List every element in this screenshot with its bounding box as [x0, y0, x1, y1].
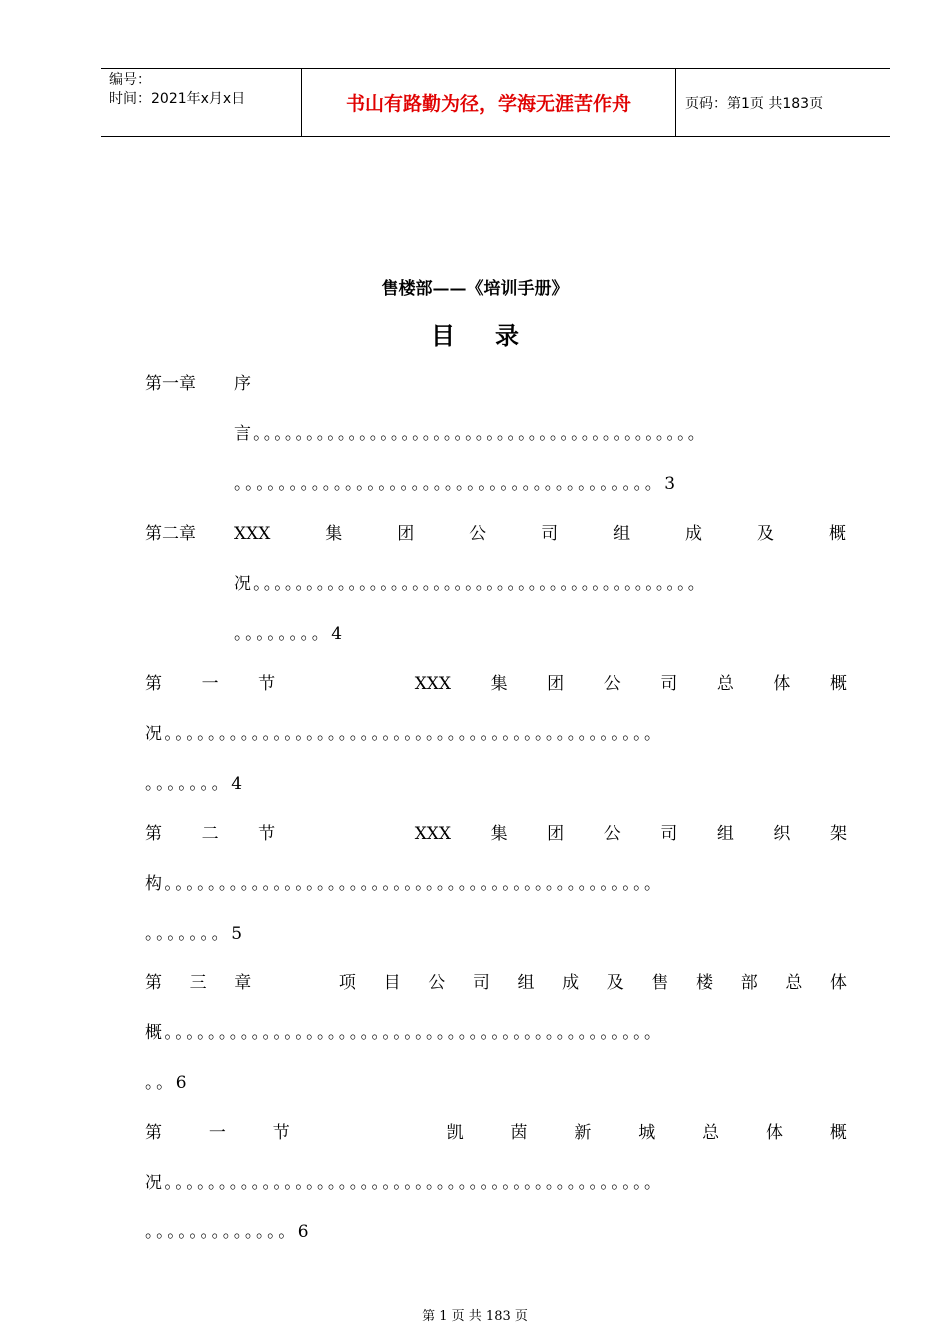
toc-word: 公	[469, 524, 487, 544]
toc-word: XXX	[234, 524, 271, 544]
toc-word: 总	[785, 973, 803, 993]
toc-word: 新	[574, 1123, 592, 1143]
page-header	[101, 68, 890, 137]
toc-section-title	[145, 822, 847, 846]
toc-entry-line: 。。。。。。。。4	[234, 624, 345, 644]
toc-entry-line: 构。。。。。。。。。。。。。。。。。。。。。。。。。。。。。。。。。。。。。。。。。。。。。	[145, 874, 664, 894]
toc-word: 体	[766, 1123, 783, 1143]
toc-word: 第	[145, 674, 162, 694]
toc-word: 成	[685, 524, 703, 544]
toc-word: 一	[201, 674, 219, 694]
toc-word: 三	[189, 973, 207, 993]
toc-word: 司	[660, 824, 678, 844]
toc-entry-line: 。。6	[145, 1073, 190, 1093]
toc-word: 节	[272, 1123, 290, 1143]
toc-chapter-title	[145, 971, 847, 995]
toc-word: XXX	[414, 824, 451, 844]
toc-word: 司	[660, 674, 678, 694]
toc-entry-line: 言。。。。。。。。。。。。。。。。。。。。。。。。。。。。。。。。。。。。。。。。。。	[234, 424, 707, 444]
toc-section-title	[145, 672, 847, 696]
toc-word: 节	[258, 824, 276, 844]
header-divider	[675, 69, 676, 136]
toc-word: 城	[638, 1123, 656, 1143]
toc-word: 概	[829, 674, 847, 694]
toc-entry-line: 。。。。。。。5	[145, 924, 245, 944]
header-page-info: 页码：第1页 共183页	[685, 96, 824, 112]
toc-word: 一	[208, 1123, 226, 1143]
header-motto: 书山有路勤为径，学海无涯苦作舟	[345, 93, 631, 115]
toc-chapter-label: 第二章	[145, 524, 196, 544]
toc-word: 团	[547, 824, 565, 844]
toc-word: 团	[547, 674, 565, 694]
toc-word: 楼	[696, 973, 714, 993]
toc-word: 二	[201, 824, 219, 844]
toc-word: 公	[603, 674, 621, 694]
toc-word: 集	[325, 524, 343, 544]
toc-word: 体	[773, 674, 791, 694]
page-footer: 第 1 页 共 183 页	[422, 1309, 528, 1324]
toc-word: 及	[606, 973, 624, 993]
toc-word: 总	[702, 1123, 720, 1143]
toc-word: 体	[829, 973, 847, 993]
toc-word: 成	[562, 973, 580, 993]
toc-title: 目录	[431, 321, 559, 350]
toc-chapter-title	[234, 522, 846, 546]
toc-entry-line: 况。。。。。。。。。。。。。。。。。。。。。。。。。。。。。。。。。。。。。。。。。。。。。	[145, 1173, 664, 1193]
toc-entry-line: 况。。。。。。。。。。。。。。。。。。。。。。。。。。。。。。。。。。。。。。。。。。。。。	[145, 724, 664, 744]
toc-word: 及	[756, 524, 774, 544]
number-label: 编号：	[109, 72, 151, 88]
toc-word: 茵	[510, 1123, 528, 1143]
toc-entry-line: 。。。。。。。。。。。。。6	[145, 1222, 312, 1242]
document-subtitle: 售楼部——《培训手册》	[381, 279, 569, 299]
toc-word: 第	[145, 824, 162, 844]
toc-word: 凯	[446, 1123, 464, 1143]
toc-word: 公	[603, 824, 621, 844]
toc-word: 组	[716, 824, 734, 844]
toc-word: XXX	[414, 674, 451, 694]
toc-word: 司	[541, 524, 559, 544]
toc-word: 架	[829, 824, 847, 844]
toc-entry-line: 。。。。。。。4	[145, 774, 245, 794]
toc-word: 项	[338, 973, 356, 993]
toc-word: 总	[716, 674, 734, 694]
toc-word: 织	[773, 824, 791, 844]
toc-word: 集	[490, 824, 508, 844]
header-meta	[109, 71, 245, 109]
toc-word: 部	[740, 973, 758, 993]
toc-section-title	[145, 1121, 847, 1145]
toc-word: 售	[651, 973, 669, 993]
time-label: 时间：2021年x月x日	[109, 91, 246, 107]
toc-word: 组	[613, 524, 631, 544]
toc-word: 概	[828, 524, 846, 544]
toc-word: 组	[517, 973, 535, 993]
toc-word: 集	[490, 674, 508, 694]
toc-word: 第	[145, 1123, 162, 1143]
toc-word: 概	[829, 1123, 847, 1143]
toc-word: 司	[472, 973, 490, 993]
toc-word: 章	[234, 973, 252, 993]
toc-word: 团	[397, 524, 415, 544]
toc-chapter-label: 第一章	[145, 374, 196, 394]
toc-word: 公	[428, 973, 446, 993]
toc-entry-line: 概。。。。。。。。。。。。。。。。。。。。。。。。。。。。。。。。。。。。。。。。。。。。。	[145, 1023, 664, 1043]
toc-entry-line: 况。。。。。。。。。。。。。。。。。。。。。。。。。。。。。。。。。。。。。。。。。。	[234, 574, 707, 594]
toc-chapter-title: 序	[234, 374, 251, 394]
toc-word: 目	[383, 973, 401, 993]
toc-word: 节	[258, 674, 276, 694]
toc-word: 第	[145, 973, 162, 993]
toc-entry-line: 。。。。。。。。。。。。。。。。。。。。。。。。。。。。。。。。。。。。。。3	[234, 474, 678, 494]
